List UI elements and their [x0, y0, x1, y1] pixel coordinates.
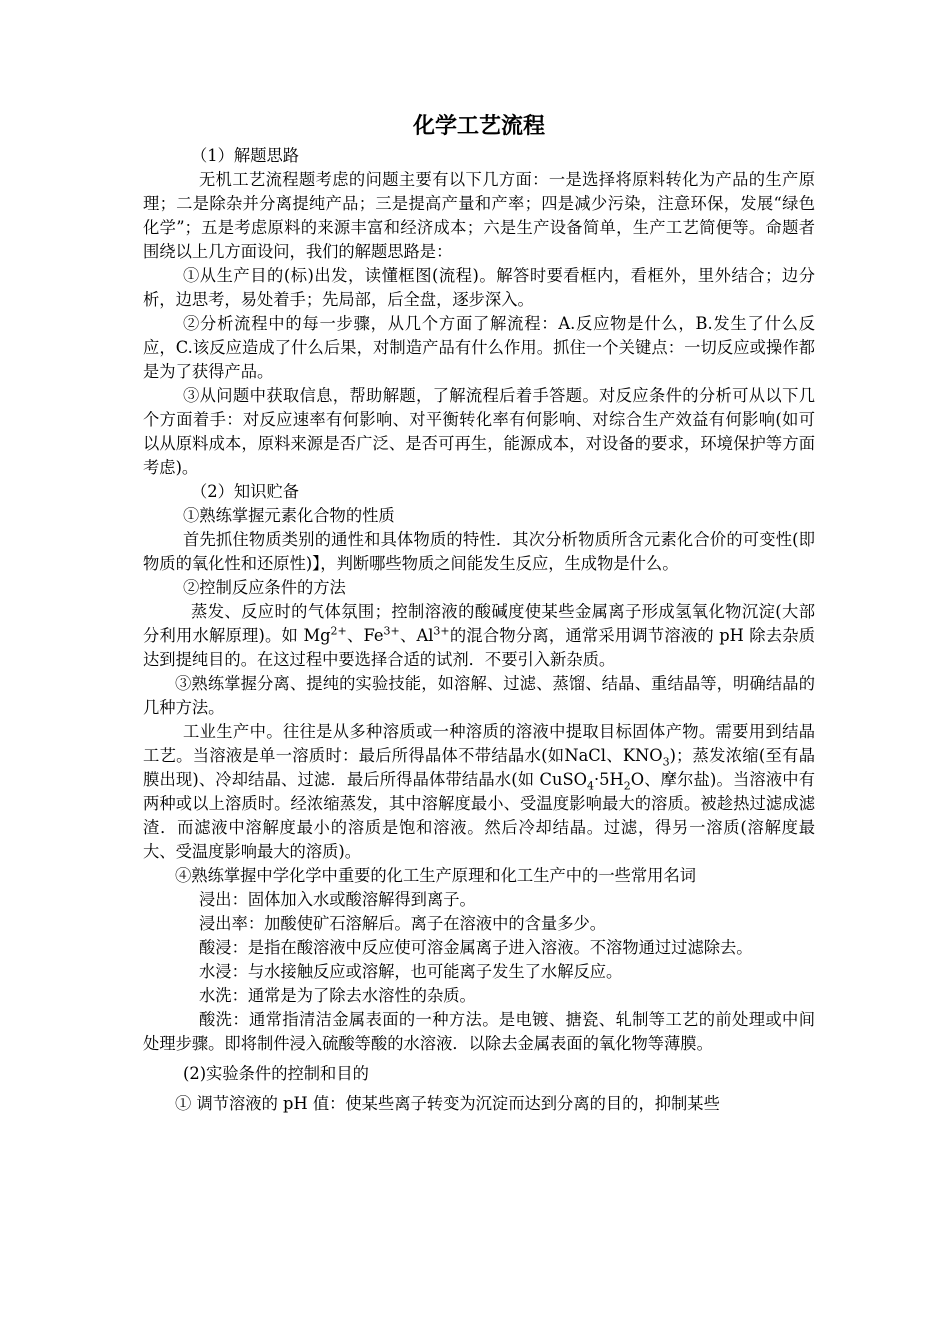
term-water-leaching: 水浸：与水接触反应或溶解，也可能离子发生了水解反应。	[199, 962, 623, 981]
knowledge-2-text: 蒸发、反应时的气体氛围；控制溶液的酸碱度使某些金属离子形成氢氧化物沉淀(大部分利用水解原理)。如 $Mg^{2+}$、$Fe^{3+}$、$Al^{3+}$的混合物分离，通常采用调节溶液的 pH 除去杂质达到提纯目的。在这过程中要选择合适的试剂．不要引入新杂质。	[143, 602, 815, 669]
section-heading-approach: （1）解题思路	[191, 146, 300, 165]
term-leaching: 浸出：固体加入水或酸溶解得到离子。	[199, 890, 476, 909]
paragraph-step-3: ③从问题中获取信息，帮助解题，了解流程后着手答题。对反应条件的分析可从以下几个方面着手：对反应速率有何影响、对平衡转化率有何影响、对综合生产效益有何影响(如可以从原料成本，原料来源是否广泛、是否可再生，能源成本，对设备的要求，环境保护等方面考虑)。	[143, 386, 815, 477]
knowledge-2-heading: ②控制反应条件的方法	[183, 578, 346, 597]
knowledge-1-text: 首先抓住物质类别的通性和具体物质的特性．其次分析物质所含元素化合价的可变性(即物质的氧化性和还原性)】，判断哪些物质之间能发生反应，生成物是什么。	[143, 530, 815, 573]
section-heading-knowledge: （2）知识贮备	[191, 482, 300, 501]
document-page	[143, 112, 815, 1116]
knowledge-1-heading: ①熟练掌握元素化合物的性质	[183, 506, 395, 525]
paragraph-intro: 无机工艺流程题考虑的问题主要有以下几方面：一是选择将原料转化为产品的生产原理；二是除杂并分离提纯产品；三是提高产量和产率；四是减少污染，注意环保，发展“绿色化学”；五是考虑原料的来源丰富和经济成本；六是生产设备简单，生产工艺简便等。命题者围绕以上几方面设问，我们的解题思路是：	[143, 170, 815, 261]
paragraph-step-1: ①从生产目的(标)出发，读懂框图(流程)。解答时要看框内，看框外，里外结合；边分析，边思考，易处着手；先局部，后全盘，逐步深入。	[143, 266, 815, 309]
paragraph-step-2: ②分析流程中的每一步骤，从几个方面了解流程：A.反应物是什么，B.发生了什么反应，C.该反应造成了什么后果，对制造产品有什么作用。抓住一个关键点：一切反应或操作都是为了获得产品。	[143, 314, 815, 381]
term-water-washing: 水洗：通常是为了除去水溶性的杂质。	[199, 986, 476, 1005]
knowledge-3-detail: 工业生产中。往往是从多种溶质或一种溶质的溶液中提取目标固体产物。需要用到结晶工艺。当溶液是单一溶质时：最后所得晶体不带结晶水(如NaCl、$KNO_3$)；蒸发浓缩(至有晶膜出现)、冷却结晶、过滤．最后所得晶体带结晶水(如 $CuSO_4\cdot 5H_2O$、摩尔盐)。当溶液中有两种或以上溶质时。经浓缩蒸发，其中溶解度最小、受温度影响最大的溶质。被趁热过滤成滤渣．而滤液中溶解度最小的溶质是饱和溶液。然后冷却结晶。过滤，得另一溶质(溶解度最大、受温度影响最大的溶质)。	[143, 722, 816, 861]
term-leaching-rate: 浸出率：加酸使矿石溶解后。离子在溶液中的含量多少。	[199, 914, 607, 933]
document-title: 化学工艺流程	[412, 114, 545, 139]
knowledge-4-heading: ④熟练掌握中学化学中重要的化工生产原理和化工生产中的一些常用名词	[175, 866, 697, 885]
term-acid-leaching: 酸浸：是指在酸溶液中反应使可溶金属离子进入溶液。不溶物通过过滤除去。	[199, 938, 753, 957]
term-acid-washing: 酸洗：通常指清洁金属表面的一种方法。是电镀、搪瓷、轧制等工艺的前处理或中间处理步骤。即将制件浸入硫酸等酸的水溶液．以除去金属表面的氧化物等薄膜。	[143, 1010, 815, 1053]
condition-1-text: ① 调节溶液的 pH 值：使某些离子转变为沉淀而达到分离的目的，抑制某些	[175, 1094, 720, 1113]
section-heading-conditions: (2)实验条件的控制和目的	[183, 1064, 369, 1083]
knowledge-3-text: ③熟练掌握分离、提纯的实验技能，如溶解、过滤、蒸馏、结晶、重结晶等，明确结晶的几种方法。	[143, 674, 815, 717]
